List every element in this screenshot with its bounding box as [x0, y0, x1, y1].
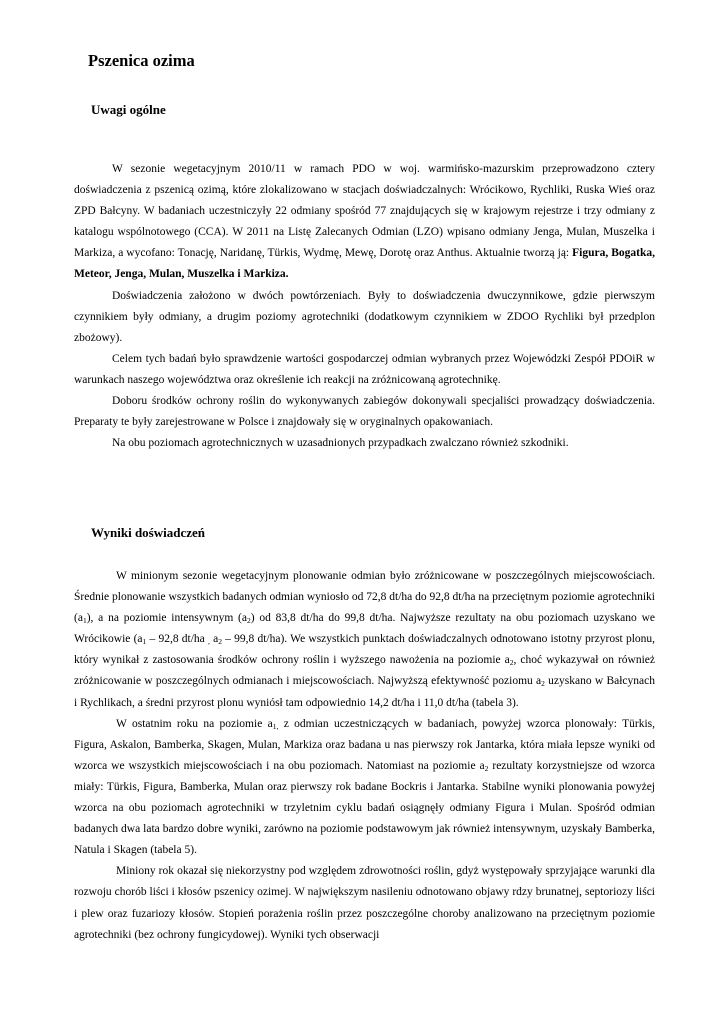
subscript: 1	[82, 616, 87, 626]
subscript: 2	[218, 637, 222, 647]
paragraph-text: ) od 83,8 dt/ha do 99,8 dt/ha. Najwyższe rezultaty na obu poziomach uzyskano we Wrócikowie (a	[74, 612, 655, 646]
section-wyniki-body	[74, 566, 655, 946]
document-title: Pszenica ozima	[88, 51, 195, 70]
subscript: 1,	[272, 721, 279, 731]
paragraph-text: – 92,8 dt/ha	[146, 633, 208, 646]
paragraph	[74, 159, 655, 286]
subscript: 2	[541, 679, 545, 689]
paragraph-text: ), a na poziomie intensywnym (a	[86, 612, 247, 625]
paragraph: Na obu poziomach agrotechnicznych w uzasadnionych przypadkach zwalczano również szkodniki.	[112, 437, 569, 450]
paragraph	[74, 714, 655, 862]
section-heading-uwagi-ogolne: Uwagi ogólne	[91, 102, 166, 117]
paragraph-text: z odmian uczestniczących w badaniach, powyżej wzorca plonowały: Türkis, Figura, Askalon, Bamberka, Skagen, Mulan, Markiza oraz badana u nas pierwszy rok Jantarka, która miała lepsze wyniki od wzorca we wszystkich miejscowościach i na obu poziomach. Natomiast na poziomie a	[74, 717, 655, 772]
paragraph-text: W minionym sezonie wegetacyjnym plonowanie odmian było zróżnicowane w poszczególnych miejscowościach. Średnie plonowanie wszystkich badanych odmian wyniosło od 72,8 dt/ha do 92,8 dt/ha na przeciętnym poziomie agrotechniki (a	[74, 570, 655, 625]
subscript: 2	[246, 616, 251, 626]
paragraph-text: – 99,8 dt/ha). We wszystkich punktach doświadczalnych odnotowano istotny przyrost plonu, który wynikał z zastosowania środków ochrony roślin i wyższego nawożenia na poziomie a	[74, 633, 656, 667]
subscript: 2	[509, 658, 514, 668]
paragraph-text: a	[209, 633, 219, 646]
paragraph	[74, 566, 655, 714]
paragraph: Doświadczenia założono w dwóch powtórzeniach. Były to doświadczenia dwuczynnikowe, gdzie pierwszym czynnikiem były odmiany, a drugim poziomy agrotechniki (dodatkowym czynnikiem w ZDOO Rychliki był przedplon zbożowy).	[74, 289, 655, 344]
subscript: 1	[142, 637, 147, 647]
section-heading-wyniki-doswiadczen: Wyniki doświadczeń	[91, 525, 206, 540]
paragraph-text: W sezonie wegetacyjnym 2010/11 w ramach PDO w woj. warmińsko-mazurskim przeprowadzono cztery doświadczenia z pszenicą ozimą, które zlokalizowano w stacjach doświadczalnych: Wrócikowo, Rychliki, Ruska Wieś oraz ZPD Bałcyny. W badaniach uczestniczyły 22 odmiany spośród 77 znajdujących się w krajowym rejestrze i trzy odmiany z katalogu wspólnotowego (CCA). W 2011 na Listę Zalecanych Odmian (LZO) wpisano odmiany Jenga, Mulan, Muszelka i Markiza, a wycofano: Tonację, Naridanę, Türkis, Wydmę, Mewę, Dorotę oraz Anthus. Aktualnie tworzą ją:	[74, 163, 655, 260]
paragraph: Doboru środków ochrony roślin do wykonywanych zabiegów dokonywali specjaliści prowadzący doświadczenia. Preparaty te były zarejestrowane w Polsce i znajdowały się w oryginalnych opakowaniach.	[74, 395, 655, 429]
paragraph: Celem tych badań było sprawdzenie wartości gospodarczej odmian wybranych przez Wojewódzki Zespół PDOiR w warunkach naszego województwa oraz określenie ich reakcji na zróżnicowaną agrotechnikę.	[74, 352, 655, 386]
paragraph-text: uzyskano w Bałcynach i Rychlikach, a średni przyrost plonu wyniósł tam odpowiednio 14,2 dt/ha i 11,0 dt/ha (tabela 3).	[74, 675, 655, 709]
paragraph-text: rezultaty korzystniejsze od wzorca miały: Türkis, Figura, Bamberka, Mulan oraz pierwszy rok badane Bockris i Jantarka. Stabilne wyniki plonowania powyżej wzorca na obu poziomach agrotechniki w trzyletnim cyklu badań osiągnęły odmiany Figura i Mulan. Spośród odmian badanych dwa lata bardzo dobre wyniki, zarówno na poziomie podstawowym jak również intensywnym, uzyskały Bamberka, Natula i Skagen (tabela 5).	[74, 759, 655, 857]
paragraph: Miniony rok okazał się niekorzystny pod względem zdrowotności roślin, gdyż występowały sprzyjające warunki dla rozwoju chorób liści i kłosów pszenicy ozimej. W największym nasileniu odnotowano objawy rdzy brunatnej, septoriozy liści i plew oraz fuzariozy kłosów. Stopień porażenia roślin przez poszczególne choroby analizowano na przeciętnym poziomie agrotechniki (bez ochrony fungicydowej). Wyniki tych obserwacji	[74, 865, 655, 941]
paragraph-text: , choć wykazywał on również zróżnicowanie w poszczególnych odmianach i miejscowościach. Najwyższą efektywność poziomu a	[74, 654, 655, 688]
subscript: 2	[484, 763, 489, 773]
section-uwagi-ogolne-body	[74, 159, 655, 454]
subscript: ,	[208, 637, 210, 647]
current-list-varieties: Figura, Bogatka, Meteor, Jenga, Mulan, Muszelka i Markiza.	[74, 247, 655, 281]
paragraph-text: W ostatnim roku na poziomie a	[116, 717, 273, 730]
